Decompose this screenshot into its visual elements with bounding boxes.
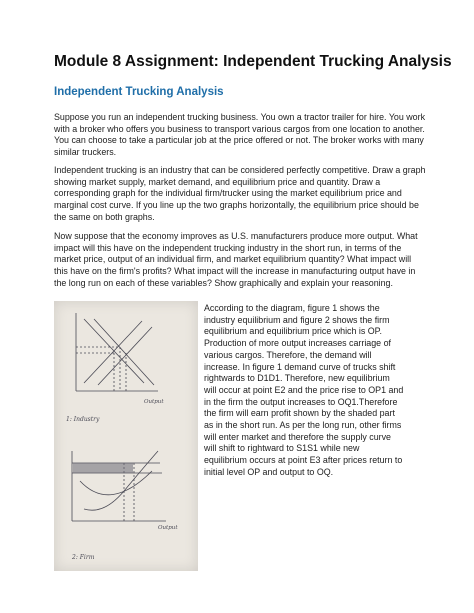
caption-industry: 1: Industry bbox=[66, 416, 100, 423]
axis-label-firm: Output bbox=[158, 525, 178, 531]
paragraph-task: Independent trucking is an industry that can be considered perfectly competitive. Draw a graph showing market supply, market demand, and equilibrium price and quantity. Draw a corresponding graph for the individual firm/trucker using the market equilibrium price and marginal cost curve. If you line up the two graphs horizontally, the equilibrium price should be the same on both graphs. bbox=[54, 165, 426, 222]
profit-shaded-area bbox=[73, 463, 133, 473]
section-heading: Independent Trucking Analysis bbox=[54, 86, 224, 98]
supply-curve bbox=[84, 321, 142, 383]
marginal-cost-curve bbox=[84, 451, 158, 510]
axis-label-industry: Output bbox=[144, 399, 164, 405]
answer-paragraph: According to the diagram, figure 1 shows the industry equilibrium and figure 2 shows the firm equilibrium and equilibrium price which is OP. Production of more output increases carriage of various cargos. Therefore, the demand will increase. In figure 1 demand curve of trucks shift rightwards to D1D1. Therefore, new equilibrium will occur at point E2 and the price rise to OP1 and in the firm the output increases to OQ1.Therefore the firm will earn profit shown by the shaded part as in the short run. As per the long run, other firms will enter market and therefore the supply curve will shift to rightward to S1S1 while new equilibrium occurs at point E3 after prices return to initial level OP and output to OQ. bbox=[204, 303, 404, 477]
supply-curve-shifted bbox=[98, 327, 152, 385]
caption-firm: 2: Firm bbox=[72, 554, 95, 561]
handwritten-graph-photo bbox=[54, 301, 198, 571]
document-title: Module 8 Assignment: Independent Trucking Analysis bbox=[54, 53, 452, 70]
demand-curve-shifted bbox=[94, 319, 154, 385]
hand-drawn-graphs bbox=[54, 301, 198, 571]
paragraph-question: Now suppose that the economy improves as U.S. manufacturers produce more output. What impact will this have on the independent trucking industry in the short run, in terms of the market price, output of an individual firm, and market equilibrium quantity? What impact will this have on the firm's profits? What impact will the increase in manufacturing output have in the long run on each of these variables? Show graphically and explain your reasoning. bbox=[54, 231, 418, 288]
paragraph-scenario: Suppose you run an independent trucking business. You own a tractor trailer for hire. You work with a broker who offers you business to transport various cargos from one location to another. You can choose to take a particular job at the price offered or not. The broker works with many similar truckers. bbox=[54, 112, 426, 158]
average-cost-curve bbox=[80, 471, 152, 495]
